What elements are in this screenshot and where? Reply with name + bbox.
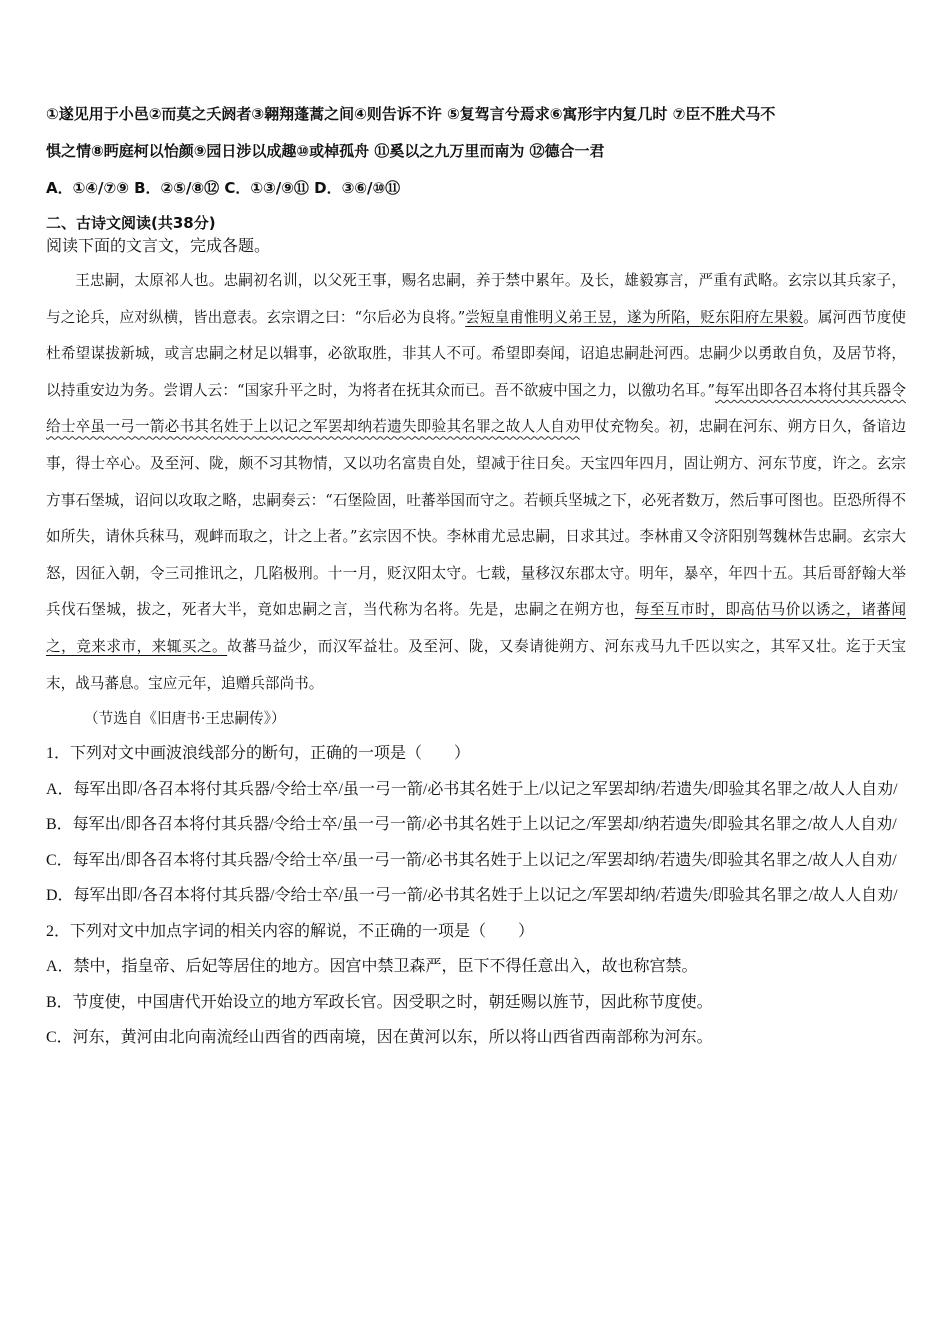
question-2-option-c: C．河东，黄河由北向南流经山西省的西南境，因在黄河以东，所以将山西省西南部称为河东。 bbox=[46, 1029, 713, 1047]
question-2-option-a: A．禁中，指皇帝、后妃等居住的地方。因宫中禁卫森严，臣下不得任意出入，故也称宫禁。 bbox=[46, 958, 698, 976]
question-1-stem: 1．下列对文中画波浪线部分的断句，正确的一项是（ ） bbox=[46, 745, 471, 763]
question-1-option-b: B．每军出/即各召本将付其兵器/令给士卒/虽一弓一箭/必书其名姓于上以记之/军罢却/纳若遗失/即验其名罪之/故人人自劝/ bbox=[46, 816, 897, 834]
top-sentence-line-2: 惧之情⑧眄庭柯以怡颜⑨园日涉以成趣⑩或棹孤舟 ⑪奚以之九万里而南为 ⑫德合一君 bbox=[46, 142, 605, 160]
section-instruction: 阅读下面的文言文，完成各题。 bbox=[46, 238, 271, 255]
question-2-option-b: B．节度使，中国唐代开始设立的地方军政长官。因受职之时，朝廷赐以旌节，因此称节度使。 bbox=[46, 993, 713, 1011]
underlined-sentence-2: 每至互市时，即高估马价以诱之，诸蕃闻之，竞来求市，来辄买之。 bbox=[46, 601, 906, 655]
passage-source: （节选自《旧唐书·王忠嗣传》） bbox=[84, 710, 286, 728]
passage-part-1: 王忠嗣，太原祁人也。忠嗣初名训，以父死王事，赐名忠嗣，养于禁中累年。及长，雄毅寡言，严重有武略。玄宗以其兵家子，与之论兵，应对纵横，皆出意表。玄宗谓之曰：“尔后必为良将。” bbox=[46, 272, 906, 326]
question-2 bbox=[46, 914, 906, 1056]
question-1-option-d: D．每军出即/各召本将付其兵器/令给士卒/虽一弓一箭/必书其名姓于上以记之/军罢却纳/若遗失/即验其名罪之/故人人自劝/ bbox=[46, 887, 898, 905]
top-sentence-line-1: ①遂见用于小邑②而莫之夭阏者③翱翔蓬蒿之间④则告诉不许 ⑤复驾言兮焉求⑥寓形宇内复几时 ⑦臣不胜犬马不 bbox=[46, 105, 776, 123]
wavy-underlined-sentence: 每军出即各召本将付其兵器令给士卒虽一弓一箭必书其名姓于上以记之军罢却纳若遗失即验其名罪之故人人自劝 bbox=[46, 381, 906, 436]
question-1-option-a: A．每军出即/各召本将付其兵器/令给士卒/虽一弓一箭/必书其名姓于上/以记之军罢却纳/若遗失/即验其名罪之/故人人自劝/ bbox=[46, 780, 898, 798]
passage-body bbox=[46, 263, 906, 702]
passage-part-4: 故蕃马益少，而汉军益壮。及至河、陇，又奏请徙朔方、河东戎马九千匹以实之，其军又壮。迄于天宝末，战马蕃息。宝应元年，追赠兵部尚书。 bbox=[46, 637, 906, 692]
question-1 bbox=[46, 736, 906, 914]
passage-part-2: 。属河西节度使杜希望谋拔新城，或言忠嗣之材足以辑事，必欲取胜，非其人不可。希望即奏闻，诏追忠嗣赴河西。忠嗣少以勇敢自负，及居节将，以持重安边为务。尝谓人云：“国家升平之时，为将者在抚其众而已。吾不欲疲中国之力，以徼功名耳。” bbox=[46, 308, 906, 399]
exam-page bbox=[46, 96, 906, 1056]
question-1-option-c: C．每军出/即各召本将付其兵器/令给士卒/虽一弓一箭/必书其名姓于上以记之/军罢却纳/若遗失/即验其名罪之/故人人自劝/ bbox=[46, 851, 897, 869]
underlined-sentence-1: 尝短皇甫惟明义弟王昱，遂为所陷，贬东阳府左果毅 bbox=[465, 308, 804, 326]
top-options: A．①④/⑦⑨ B．②⑤/⑧⑫ C．①③/⑨⑪ D．③⑥/⑩⑪ bbox=[46, 179, 401, 197]
section-title: 二、古诗文阅读(共38分) bbox=[46, 214, 216, 232]
passage-part-3: 甲仗充物矣。初，忠嗣在河东、朔方日久，备谙边事，得士卒心。及至河、陇，颇不习其物情，又以功名富贵自处，望减于往日矣。天宝四年四月，固让朔方、河东节度，许之。玄宗方事石堡城，诏问以攻取之略，忠嗣奏云：“石堡险固，吐蕃举国而守之。若顿兵坚城之下，必死者数万，然后事可图也。臣恐所得不如所失，请休兵秣马，观衅而取之，计之上者。”玄宗因不快。李林甫尤忌忠嗣，日求其过。李林甫又令济阳别驾魏林告忠嗣。玄宗大怒，因征入朝，令三司推讯之，几陷极刑。十一月，贬汉阳太守。七载，量移汉东郡太守。明年，暴卒，年四十五。其后哥舒翰大举兵伐石堡城，拔之，死者大半，竟如忠嗣之言，当代称为名将。先是，忠嗣之在朔方也， bbox=[46, 418, 906, 619]
question-2-stem: 2．下列对文中加点字词的相关内容的解说，不正确的一项是（ ） bbox=[46, 922, 535, 940]
